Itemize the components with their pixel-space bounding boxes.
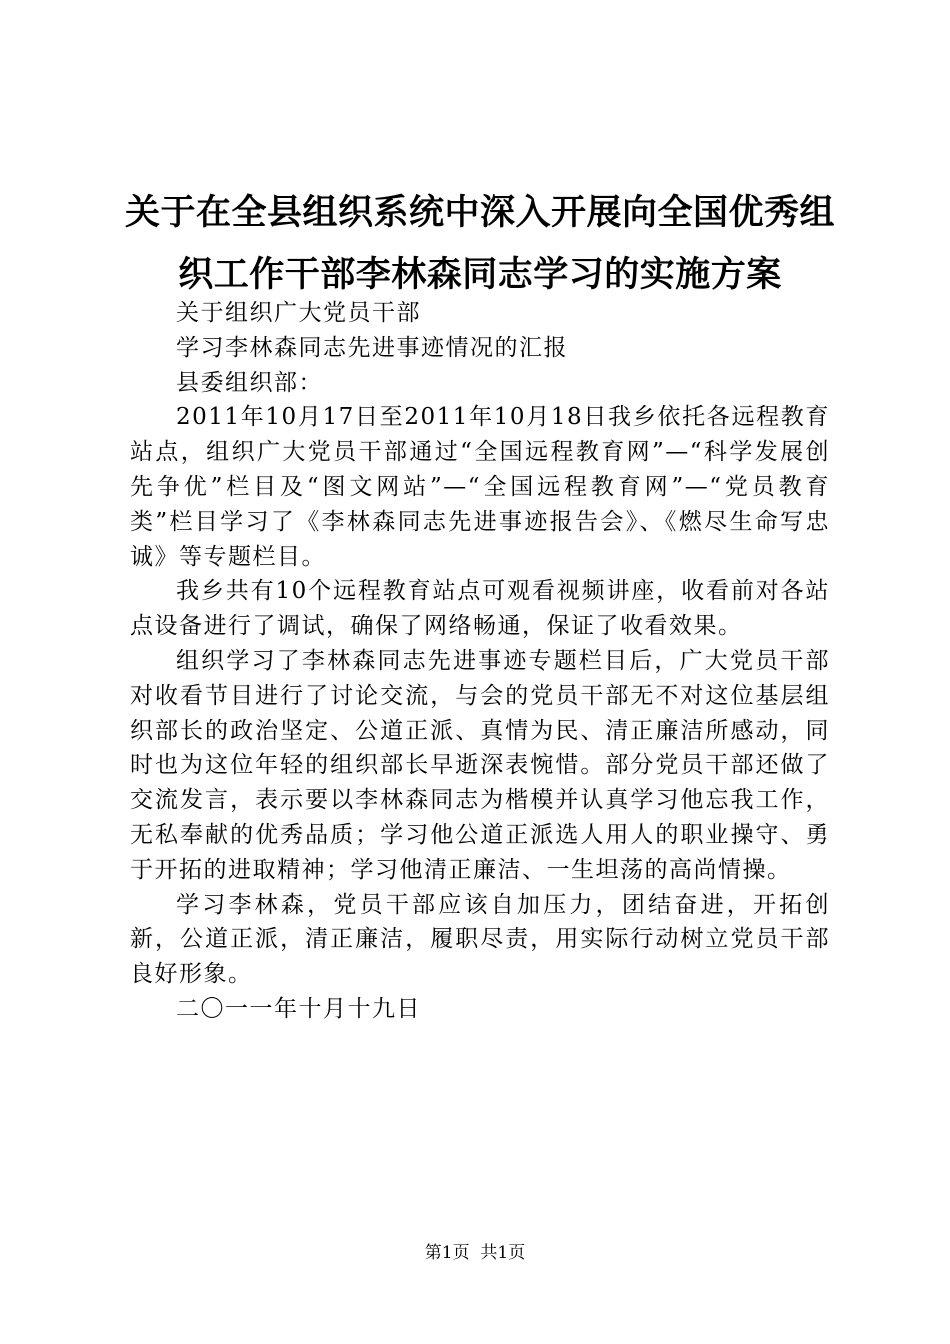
document-title [120, 182, 840, 306]
date-line: 二〇一一年十月十九日 [176, 995, 421, 1022]
paragraph-4: 学习李林森，党员干部应该自加压力，团结奋进，开拓创新，公道正派，清正廉洁，履职尽责，用实际行动树立党员干部良好形象。 [130, 891, 830, 988]
heading-line-2: 学习李林森同志先进事迹情况的汇报 [176, 334, 568, 361]
paragraph-3: 组织学习了李林森同志先进事迹专题栏目后，广大党员干部对收看节目进行了讨论交流，与会的党员干部无不对这位基层组织部长的政治坚定、公道正派、真情为民、清正廉洁所感动，同时也为这位年轻的组织部长早逝深表惋惜。部分党员干部还做了交流发言，表示要以李林森同志为楷模并认真学习他忘我工作，无私奉献的优秀品质；学习他公道正派选人用人的职业操守、勇于开拓的进取精神；学习他清正廉洁、一生坦荡的高尚情操。 [130, 647, 830, 883]
addressee: 县委组织部： [176, 369, 323, 396]
title-line-2: 织工作干部李林森同志学习的实施方案 [178, 255, 782, 295]
page-footer: 第1页 共1页 [424, 1243, 526, 1263]
title-line-1: 关于在全县组织系统中深入开展向全国优秀组 [124, 193, 835, 233]
heading-line-1: 关于组织广大党员干部 [176, 300, 421, 326]
document-body [130, 296, 830, 1027]
paragraph-1: 2011年10月17日至2011年10月18日我乡依托各远程教育站点，组织广大党员干部通过“全国远程教育网”—“科学发展创先争优”栏目及“图文网站”—“全国远程教育网”—“党员教育类”栏目学习了《李林森同志先进事迹报告会》、《燃尽生命写忠诚》等专题栏目。 [130, 404, 830, 570]
paragraph-2: 我乡共有10个远程教育站点可观看视频讲座，收看前对各站点设备进行了调试，确保了网络畅通，保证了收看效果。 [130, 578, 830, 640]
